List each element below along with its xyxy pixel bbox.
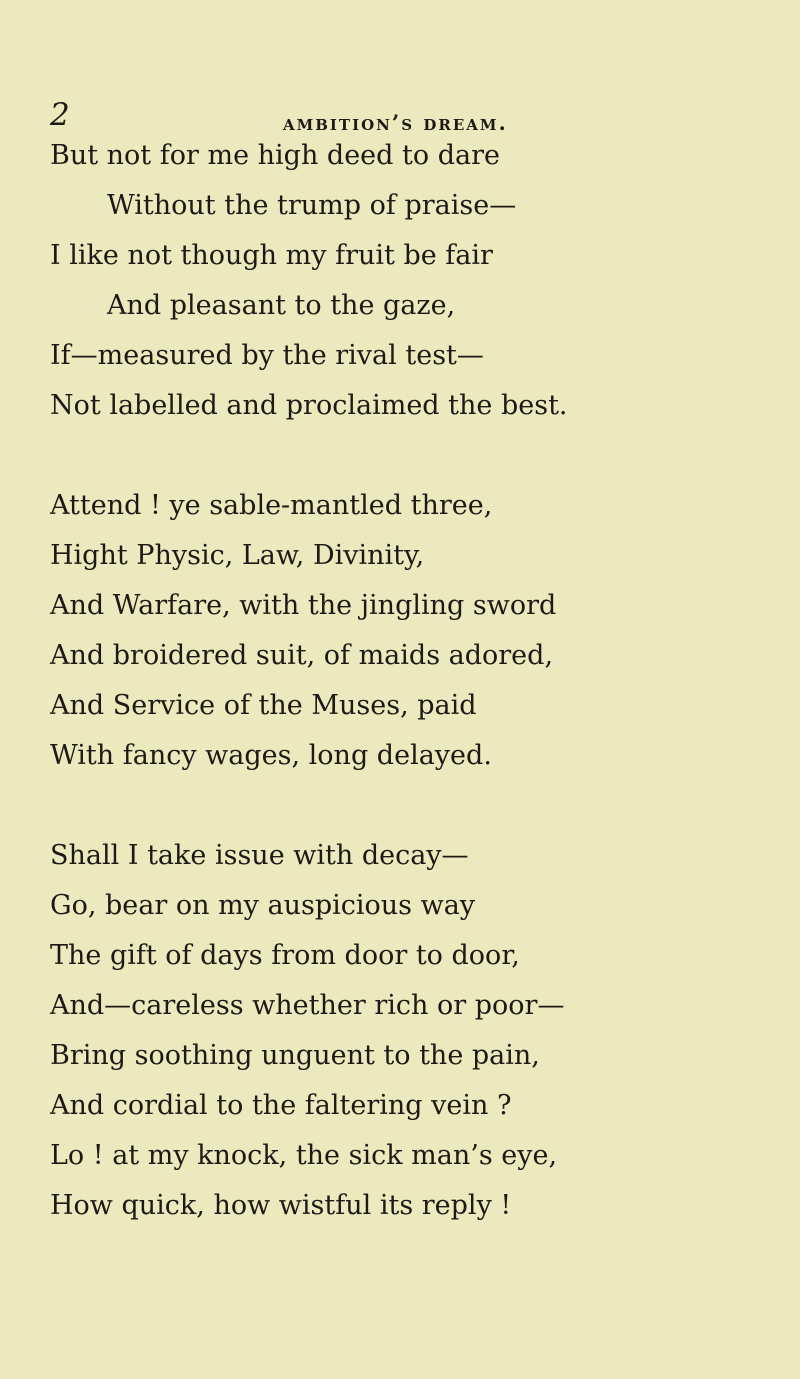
poem-line: And pleasant to the gaze, xyxy=(107,290,456,321)
page-number: 2 xyxy=(50,97,70,133)
poem-line: And Service of the Muses, paid xyxy=(50,690,477,721)
poem-line: And Warfare, with the jingling sword xyxy=(50,590,557,621)
poem-line: Bring soothing unguent to the pain, xyxy=(50,1040,540,1071)
poem-line: And broidered suit, of maids adored, xyxy=(50,640,554,671)
poem-line: Attend ! ye sable-mantled three, xyxy=(50,490,493,521)
poem-line: The gift of days from door to door, xyxy=(50,940,520,971)
running-title: ambition’s dream. xyxy=(283,110,508,135)
poem-line: Shall I take issue with decay— xyxy=(50,840,469,871)
poem-line: Hight Physic, Law, Divinity, xyxy=(50,540,425,571)
poem-line: Go, bear on my auspicious way xyxy=(50,890,476,921)
poem-line: And—careless whether rich or poor— xyxy=(50,990,565,1021)
poem-line: And cordial to the faltering vein ? xyxy=(50,1090,512,1121)
poem-line: I like not though my fruit be fair xyxy=(50,240,493,271)
poem-line: Lo ! at my knock, the sick man’s eye, xyxy=(50,1140,558,1171)
poem-line: Without the trump of praise— xyxy=(107,190,517,221)
poem-line: But not for me high deed to dare xyxy=(50,140,500,171)
poem-line: If—measured by the rival test— xyxy=(50,340,484,371)
poem-line: How quick, how wistful its reply ! xyxy=(50,1190,512,1221)
poem-line: With fancy wages, long delayed. xyxy=(50,740,492,771)
poem-line: Not labelled and proclaimed the best. xyxy=(50,390,568,421)
